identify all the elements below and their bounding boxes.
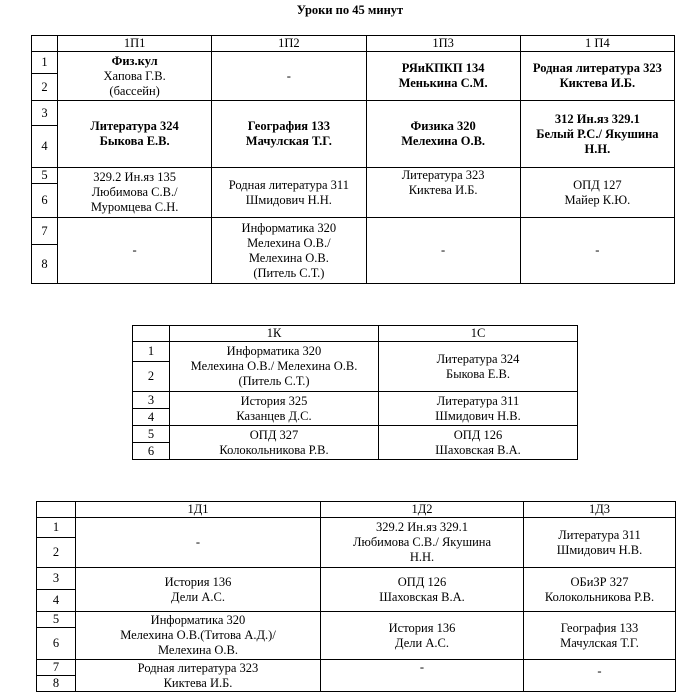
cell-line: География 133 xyxy=(247,119,330,133)
table-row xyxy=(37,518,676,538)
cell-line: Литература 323 xyxy=(401,168,485,182)
cell-line: - xyxy=(286,68,291,83)
lesson-cell xyxy=(524,612,676,660)
group-header: 1С xyxy=(379,326,578,342)
cell-line: Хапова Г.В. xyxy=(103,68,166,83)
cell-line: - xyxy=(195,535,201,549)
lesson-number: 5 xyxy=(32,168,58,184)
cell-line: Мелехина О.В./ Мелехина О.В. xyxy=(190,359,358,373)
cell-line: Родная литература 323 xyxy=(532,61,662,75)
cell-line: Шмидович Н.Н. xyxy=(245,192,332,207)
table-row xyxy=(32,52,675,74)
cell-line: Информатика 320 xyxy=(241,220,337,235)
cell-line: ОПД 126 xyxy=(397,574,447,589)
group-header: 1 П4 xyxy=(520,36,674,52)
cell-line: Киктева И.Б. xyxy=(408,183,478,197)
lesson-cell xyxy=(76,612,321,660)
cell-line: Киктева И.Б. xyxy=(559,76,636,90)
cell-line: Муромцева С.Н. xyxy=(90,200,179,214)
table-row xyxy=(133,392,578,409)
corner-cell xyxy=(32,36,58,52)
cell-line: Дели А.С. xyxy=(395,635,449,650)
lesson-cell xyxy=(76,568,321,612)
cell-line: Литература 311 xyxy=(436,393,520,408)
table-row xyxy=(133,342,578,362)
cell-line: (Питель С.Т.) xyxy=(238,374,310,388)
cell-line: Родная литература 323 xyxy=(137,660,259,675)
lesson-cell xyxy=(212,218,366,284)
schedule-table-3 xyxy=(36,501,676,692)
table-row xyxy=(37,660,676,676)
cell-line: - xyxy=(597,664,602,678)
cell-line: Казанцев Д.С. xyxy=(236,408,312,423)
group-header: 1П2 xyxy=(212,36,366,52)
table-row xyxy=(37,612,676,628)
cell-line: РЯиКПКП 134 xyxy=(401,61,485,75)
table-row xyxy=(32,168,675,184)
cell-line: Мачулская Т.Г. xyxy=(560,635,639,650)
table-header-row xyxy=(133,326,578,342)
lesson-number: 4 xyxy=(133,409,170,426)
cell-line: Колокольникова Р.В. xyxy=(219,442,329,457)
group-header: 1Д2 xyxy=(321,502,524,518)
cell-line: Майер К.Ю. xyxy=(564,192,631,207)
lesson-number: 3 xyxy=(37,568,76,590)
cell-line: - xyxy=(441,243,446,257)
lesson-cell xyxy=(366,218,520,284)
lesson-cell xyxy=(366,101,520,168)
lesson-cell xyxy=(58,101,212,168)
lesson-cell xyxy=(366,52,520,101)
cell-line: Любимова С.В./ Якушина xyxy=(353,535,491,549)
lesson-number: 5 xyxy=(133,426,170,443)
lesson-cell xyxy=(524,518,676,568)
lesson-number: 6 xyxy=(37,628,76,660)
cell-line: - xyxy=(419,660,425,674)
table-row xyxy=(37,568,676,590)
lesson-cell xyxy=(212,168,366,218)
cell-line: Шмидович Н.В. xyxy=(556,542,643,557)
lesson-cell xyxy=(366,168,520,218)
cell-line: Быкова Е.В. xyxy=(99,134,170,148)
cell-line: Информатика 320 xyxy=(150,613,246,627)
cell-line: Киктева И.Б. xyxy=(163,675,233,690)
lesson-cell xyxy=(76,660,321,692)
lesson-number: 6 xyxy=(133,443,170,460)
lesson-cell xyxy=(321,518,524,568)
lesson-number: 4 xyxy=(37,590,76,612)
lesson-cell xyxy=(321,612,524,660)
lesson-cell xyxy=(58,168,212,218)
cell-line: Мачулская Т.Г. xyxy=(245,134,332,148)
cell-line: География 133 xyxy=(560,620,639,635)
cell-line: История 136 xyxy=(164,574,232,589)
lesson-cell xyxy=(524,660,676,692)
cell-line: Быкова Е.В. xyxy=(446,366,510,381)
lesson-number: 8 xyxy=(32,245,58,284)
cell-line: Литература 324 xyxy=(436,351,520,366)
cell-line: 312 Ин.яз 329.1 xyxy=(554,111,640,126)
page-title: Уроки по 45 минут xyxy=(296,3,404,17)
cell-line: Родная литература 311 xyxy=(228,177,349,192)
group-header: 1Д3 xyxy=(524,502,676,518)
cell-line: Шмидович Н.В. xyxy=(435,408,521,423)
lesson-cell xyxy=(212,52,366,101)
cell-line: Шаховская В.А. xyxy=(435,442,521,457)
lesson-number: 5 xyxy=(37,612,76,628)
cell-line: Менькина С.М. xyxy=(398,76,488,90)
lesson-cell xyxy=(520,168,674,218)
group-header: 1К xyxy=(170,326,379,342)
lesson-number: 2 xyxy=(32,74,58,101)
cell-line: (бассейн) xyxy=(109,83,160,98)
lesson-cell xyxy=(321,660,524,692)
cell-line: 329.2 Ин.яз 329.1 xyxy=(375,520,469,534)
lesson-cell xyxy=(76,518,321,568)
group-header: 1П1 xyxy=(58,36,212,52)
lesson-number: 3 xyxy=(32,101,58,126)
cell-line: ОБиЗР 327 xyxy=(570,574,629,589)
lesson-number: 1 xyxy=(37,518,76,538)
lesson-cell xyxy=(520,52,674,101)
lesson-cell xyxy=(212,101,366,168)
cell-line: - xyxy=(132,243,137,257)
cell-line: Физика 320 xyxy=(410,119,476,133)
lesson-cell xyxy=(379,426,578,460)
table-row xyxy=(133,426,578,443)
table-header-row xyxy=(32,36,675,52)
cell-line: Любимова С.В./ xyxy=(91,185,178,199)
cell-line: (Питель С.Т.) xyxy=(253,265,325,280)
lesson-number: 7 xyxy=(32,218,58,245)
lesson-cell xyxy=(520,101,674,168)
lesson-cell xyxy=(379,392,578,426)
lesson-cell xyxy=(379,342,578,392)
lesson-number: 2 xyxy=(133,362,170,392)
cell-line: Мелехина О.В. xyxy=(157,643,239,657)
cell-line: Н.Н. xyxy=(409,550,435,564)
cell-line: Мелехина О.В./ xyxy=(247,235,331,250)
cell-line: 329.2 Ин.яз 135 xyxy=(93,170,176,184)
lesson-number: 1 xyxy=(133,342,170,362)
cell-line: ОПД 127 xyxy=(573,177,622,192)
corner-cell xyxy=(37,502,76,518)
group-header: 1Д1 xyxy=(76,502,321,518)
group-header: 1П3 xyxy=(366,36,520,52)
cell-line: История 325 xyxy=(240,393,308,408)
lesson-number: 7 xyxy=(37,660,76,676)
lesson-cell xyxy=(170,426,379,460)
table-row xyxy=(32,218,675,245)
schedule-table-2 xyxy=(132,325,578,460)
cell-line: Литература 311 xyxy=(558,527,641,542)
cell-line: Мелехина О.В.(Титова А.Д.)/ xyxy=(120,628,276,642)
lesson-number: 8 xyxy=(37,676,76,692)
cell-line: Литература 324 xyxy=(90,119,179,133)
schedule-table-1 xyxy=(31,35,675,284)
lesson-number: 3 xyxy=(133,392,170,409)
lesson-cell xyxy=(170,392,379,426)
cell-line: История 136 xyxy=(388,620,456,635)
cell-line: Колокольникова Р.В. xyxy=(544,589,655,604)
cell-line: ОПД 327 xyxy=(249,427,299,442)
cell-line: - xyxy=(595,243,600,257)
lesson-cell xyxy=(321,568,524,612)
lesson-cell xyxy=(58,218,212,284)
lesson-cell xyxy=(58,52,212,101)
lesson-cell xyxy=(170,342,379,392)
cell-line: Информатика 320 xyxy=(226,344,322,358)
cell-line: Дели А.С. xyxy=(171,589,225,604)
lesson-cell xyxy=(524,568,676,612)
cell-line: Мелехина О.В. xyxy=(401,134,486,148)
cell-line: Белый Р.С./ Якушина xyxy=(536,126,659,141)
cell-line: Шаховская В.А. xyxy=(379,589,465,604)
lesson-cell xyxy=(520,218,674,284)
cell-line: Мелехина О.В. xyxy=(248,250,329,265)
lesson-number: 2 xyxy=(37,538,76,568)
corner-cell xyxy=(133,326,170,342)
table-row xyxy=(32,101,675,126)
table-header-row xyxy=(37,502,676,518)
cell-line: Физ.кул xyxy=(111,53,158,68)
cell-line: ОПД 126 xyxy=(453,427,503,442)
cell-line: Н.Н. xyxy=(584,141,611,156)
lesson-number: 1 xyxy=(32,52,58,74)
lesson-number: 4 xyxy=(32,126,58,168)
lesson-number: 6 xyxy=(32,184,58,218)
